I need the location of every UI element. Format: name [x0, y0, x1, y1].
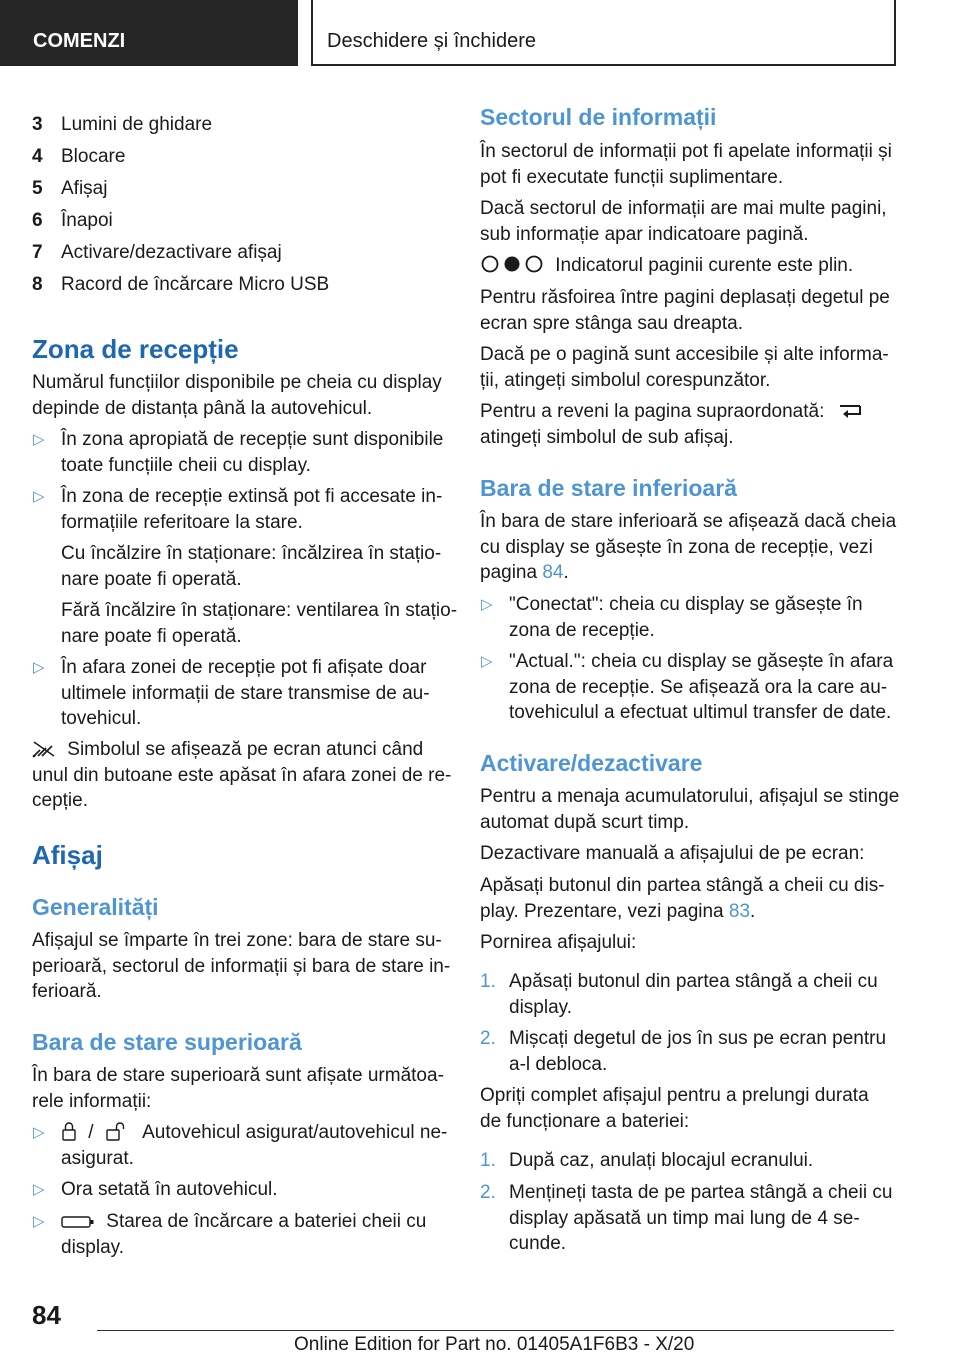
- bullet-item: ▷ În zona apropiată de recepție sunt disponibile toate funcțiile cheii cu display.: [33, 429, 444, 476]
- bullet-triangle-icon: ▷: [33, 1124, 45, 1141]
- paragraph: Pornirea afișajului:: [480, 932, 637, 953]
- footer-divider: [97, 1330, 894, 1331]
- bullet-triangle-icon: ▷: [481, 596, 493, 613]
- bullet-triangle-icon: ▷: [33, 659, 45, 676]
- paragraph: În bara de stare superioară sunt afișate următoa- rele informații:: [32, 1065, 444, 1112]
- bullet-triangle-icon: ▷: [481, 653, 493, 670]
- paragraph: Dezactivare manuală a afișajului de pe ecran:: [480, 843, 865, 864]
- bullet-triangle-icon: ▷: [33, 1213, 45, 1230]
- bullet-item: ▷ / Autovehicul asigurat/autovehicul ne- asigurat.: [33, 1122, 448, 1169]
- bullet-item: ▷ Ora setată în autovehicul.: [32, 1177, 476, 1203]
- edition-note: Online Edition for Part no. 01405A1F6B3 - X/20: [294, 1334, 695, 1355]
- lock-closed-icon: [61, 1121, 77, 1141]
- return-arrow-icon: [838, 402, 866, 420]
- paragraph: Opriți complet afișajul pentru a prelungi durata de funcționare a bateriei:: [480, 1085, 869, 1132]
- paragraph: În sectorul de informații pot fi apelate informații și pot fi executate funcții suplimentare.: [480, 141, 892, 188]
- paragraph: Pentru răsfoirea între pagini deplasați degetul pe ecran spre stânga sau dreapta.: [480, 287, 890, 334]
- page-header: [0, 0, 960, 66]
- paragraph: Pentru a menaja acumulatorului, afișajul se stinge automat după scurt timp.: [480, 786, 900, 833]
- paragraph: Simbolul se afișează pe ecran atunci când unul din butoane este apăsat în afara zonei de re- cepție.: [32, 739, 452, 811]
- subsection-title: Generalități: [32, 894, 159, 920]
- paragraph: Numărul funcțiilor disponibile pe cheia cu display depinde de distanța până la autovehicul.: [32, 372, 442, 419]
- section-title: Zona de recepție: [32, 334, 239, 364]
- subsection-title: Sectorul de informații: [480, 104, 717, 130]
- bullet-item: ▷ "Conectat": cheia cu display se găsește în zona de recepție.: [481, 594, 863, 641]
- numbered-item: 1. După caz, anulați blocajul ecranului.: [480, 1150, 814, 1171]
- paragraph: Dacă sectorul de informații are mai multe pagini, sub informație apar indicatoare pagină.: [480, 198, 887, 245]
- numbered-item: 2. Mișcați degetul de jos în sus pe ecran pentru a-l debloca.: [480, 1028, 887, 1075]
- section-title: Afișaj: [32, 840, 103, 870]
- lock-open-icon: [105, 1121, 131, 1141]
- paragraph: Pentru a reveni la pagina supraordonată: atingeți simbolul de sub afișaj.: [480, 399, 900, 450]
- page-link[interactable]: 84: [542, 562, 564, 583]
- bullet-item: ▷ În afara zonei de recepție pot fi afișate doar ultimele informații de stare transmise de au- tovehicul.: [33, 657, 430, 729]
- subsection-title: Activare/dezactivare: [480, 750, 703, 776]
- bullet-triangle-icon: ▷: [33, 431, 45, 448]
- numbered-item: 1. Apăsați butonul din partea stângă a cheii cu display.: [480, 971, 878, 1018]
- numbered-item: 2. Mențineți tasta de pe partea stângă a cheii cu display apăsată un timp mai lung de 4 se- cunde.: [480, 1182, 893, 1254]
- bullet-triangle-icon: ▷: [33, 1181, 45, 1198]
- paragraph: Afișajul se împarte în trei zone: bara de stare su- perioară, sectorul de informații și bara de stare in- ferioară.: [32, 930, 451, 1002]
- subsection-title: Bara de stare superioară: [32, 1029, 302, 1055]
- bullet-item: ▷ În zona de recepție extinsă pot fi accesate in- formațiile referitoare la stare. Cu încălzire în staționare: încălzirea în stațio- nare poate fi operată. Fără încălzire în staționare: ventilarea în stațio- nare poate fi operată.: [33, 486, 458, 647]
- paragraph: Dacă pe o pagină sunt accesibile și alte informa- ții, atingeți simbolul corespunzător.: [480, 344, 889, 391]
- out-of-range-signal-icon: [32, 740, 58, 758]
- bullet-item: ▷ "Actual.": cheia cu display se găsește în afara zona de recepție. Se afișează ora la care au- tovehiculul a efectuat ultimul transfer de date.: [481, 651, 894, 723]
- page-link[interactable]: 83: [728, 900, 751, 922]
- page-indicator-icon: [480, 254, 546, 274]
- paragraph: Apăsați butonul din partea stângă a cheii cu dis- play. Prezentare, vezi pagina 83.: [480, 875, 885, 922]
- section-tab: COMENZI: [0, 0, 298, 66]
- paragraph: În bara de stare inferioară se afișează dacă cheia cu display se găsește în zona de recepție, vezi pagina 84.: [480, 511, 897, 583]
- battery-icon: [61, 1214, 95, 1230]
- bullet-triangle-icon: ▷: [33, 488, 45, 505]
- chapter-tab: Deschidere și închidere: [311, 0, 896, 66]
- page-number: 84: [32, 1300, 61, 1330]
- subsection-title: Bara de stare inferioară: [480, 475, 737, 501]
- paragraph: Indicatorul paginii curente este plin.: [480, 253, 900, 279]
- bullet-item: ▷ Starea de încărcare a bateriei cheii cu display.: [33, 1211, 427, 1258]
